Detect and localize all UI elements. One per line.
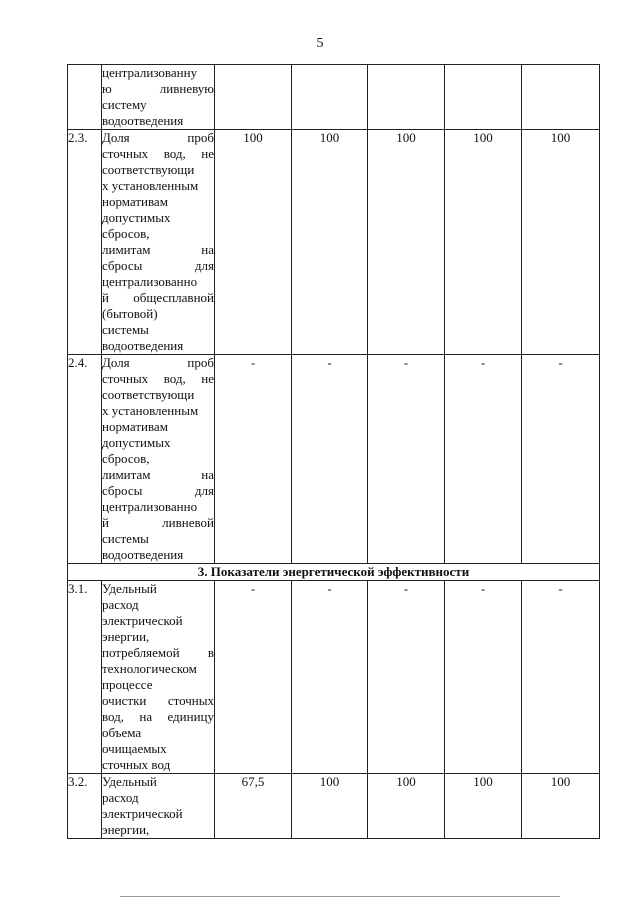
indicator-value: - <box>445 355 522 564</box>
description-line: водоотведения <box>102 338 184 353</box>
description-line: сбросов, <box>102 226 150 241</box>
indicator-value: - <box>522 355 600 564</box>
description-line: электрической <box>102 613 183 628</box>
description-line: водоотведения <box>102 113 184 128</box>
description-line: х установленным <box>102 178 199 193</box>
table-row <box>68 774 600 839</box>
indicator-value: - <box>215 581 292 774</box>
description-line: систему <box>102 97 147 112</box>
table-row <box>68 65 600 130</box>
indicator-value: 100 <box>215 130 292 355</box>
indicator-description <box>102 130 215 355</box>
indicator-value <box>445 65 522 130</box>
description-line: централизованно <box>102 499 198 514</box>
description-line: й общесплавной <box>102 290 214 305</box>
description-line: потребляемой в <box>102 645 214 660</box>
description-line: лимитам на <box>102 242 214 257</box>
indicator-description <box>102 355 215 564</box>
description-line: сбросы для <box>102 483 214 498</box>
indicator-value: 100 <box>368 130 445 355</box>
description-line: лимитам на <box>102 467 214 482</box>
section-heading-row <box>68 564 600 581</box>
table-row <box>68 355 600 564</box>
table-body <box>68 65 600 839</box>
description-line: процессе <box>102 677 153 692</box>
description-line: вод, на единицу <box>102 709 214 724</box>
indicator-value: 100 <box>445 774 522 839</box>
description-line: электрической <box>102 806 183 821</box>
description-line: допустимых <box>102 435 171 450</box>
indicators-table <box>67 64 600 839</box>
indicator-value: - <box>292 581 368 774</box>
page-number: 5 <box>316 36 324 51</box>
description-line: й ливневой <box>102 515 214 530</box>
description-line: сточных вод <box>102 757 171 772</box>
row-number: 3.2. <box>68 774 102 839</box>
page-bottom-edge <box>120 896 560 897</box>
indicator-value <box>292 65 368 130</box>
description-line: расход <box>102 597 139 612</box>
description-line: очищаемых <box>102 741 167 756</box>
description-line: сточных вод, не <box>102 371 214 386</box>
indicator-value: - <box>368 581 445 774</box>
row-number <box>68 65 102 130</box>
indicator-value: - <box>215 355 292 564</box>
indicator-value: - <box>292 355 368 564</box>
description-line: технологическом <box>102 661 197 676</box>
row-number: 2.3. <box>68 130 102 355</box>
indicator-value: - <box>522 581 600 774</box>
description-line: системы <box>102 322 149 337</box>
description-line: соответствующи <box>102 387 195 402</box>
indicator-description <box>102 774 215 839</box>
description-line: сбросов, <box>102 451 150 466</box>
table-row <box>68 581 600 774</box>
description-line: х установленным <box>102 403 199 418</box>
description-line: сбросы для <box>102 258 214 273</box>
indicator-value: 100 <box>292 130 368 355</box>
indicator-description <box>102 65 215 130</box>
description-line: объема <box>102 725 142 740</box>
description-line: (бытовой) <box>102 306 158 321</box>
indicator-value <box>522 65 600 130</box>
description-line: ю ливневую <box>102 81 214 96</box>
description-line: Доля проб <box>102 355 214 370</box>
description-line: допустимых <box>102 210 171 225</box>
description-line: энергии, <box>102 822 150 837</box>
indicator-value <box>368 65 445 130</box>
indicator-value: 100 <box>522 774 600 839</box>
description-line: водоотведения <box>102 547 184 562</box>
row-number: 2.4. <box>68 355 102 564</box>
description-line: системы <box>102 531 149 546</box>
indicator-value: 67,5 <box>215 774 292 839</box>
description-line: очистки сточных <box>102 693 214 708</box>
indicator-value: 100 <box>522 130 600 355</box>
section-heading: 3. Показатели энергетической эффективности <box>68 564 600 581</box>
description-line: нормативам <box>102 419 168 434</box>
row-number: 3.1. <box>68 581 102 774</box>
description-line: энергии, <box>102 629 150 644</box>
description-line: соответствующи <box>102 162 195 177</box>
description-line: Удельный <box>102 581 157 596</box>
indicator-value: - <box>368 355 445 564</box>
description-line: нормативам <box>102 194 168 209</box>
indicator-value: 100 <box>368 774 445 839</box>
indicator-description <box>102 581 215 774</box>
indicator-value <box>215 65 292 130</box>
description-line: расход <box>102 790 139 805</box>
description-line: Удельный <box>102 774 157 789</box>
indicator-value: - <box>445 581 522 774</box>
table-row <box>68 130 600 355</box>
description-line: централизованно <box>102 274 198 289</box>
description-line: сточных вод, не <box>102 146 214 161</box>
description-line: Доля проб <box>102 130 214 145</box>
indicator-value: 100 <box>292 774 368 839</box>
description-line: централизованну <box>102 65 198 80</box>
indicator-value: 100 <box>445 130 522 355</box>
